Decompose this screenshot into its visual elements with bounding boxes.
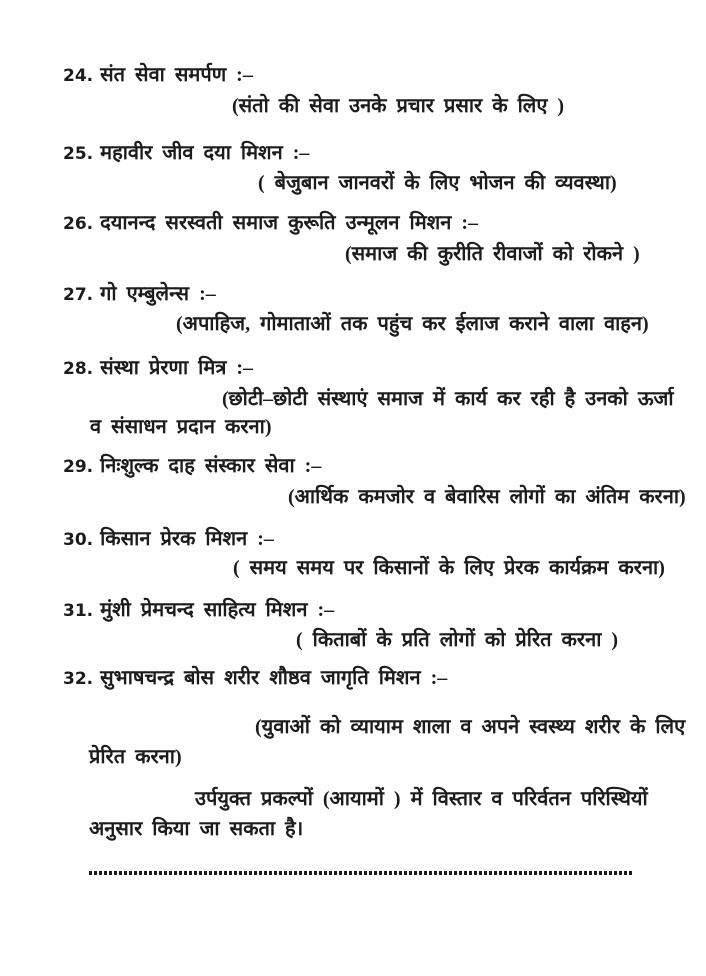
list-item-27-heading [63, 281, 216, 308]
item-29-number: 29. [63, 457, 94, 477]
closing-paragraph-line-2: अनुसार किया जा सकता है। [89, 818, 304, 840]
item-30-number: 30. [63, 530, 94, 550]
list-item-31-heading [63, 597, 334, 624]
item-27-number: 27. [63, 285, 94, 305]
item-24-description: (संतो की सेवा उनके प्रचार प्रसार के लिए ) [232, 95, 565, 117]
item-30-description: ( समय समय पर किसानों के लिए प्रेरक कार्यक्रम करना) [233, 557, 665, 579]
item-28-title: संस्था प्रेरणा मित्र :– [100, 357, 254, 379]
item-28-description-line-1: (छोटी–छोटी संस्थाएं समाज में कार्य कर रही है उनको ऊर्जा [222, 388, 674, 410]
item-25-description: ( बेजुबान जानवरों के लिए भोजन की व्यवस्था) [258, 172, 617, 194]
item-29-title: निःशुल्क दाह संस्कार सेवा :– [100, 455, 322, 477]
item-32-description-line-2: प्रेरित करना) [89, 746, 182, 768]
list-item-25-heading [63, 140, 309, 167]
list-item-29-heading [63, 453, 321, 480]
item-31-title: मुंशी प्रेमचन्द साहित्य मिशन :– [100, 599, 335, 621]
list-item-24-heading [63, 62, 253, 89]
dotted-divider [89, 871, 634, 875]
list-item-32-heading [63, 665, 447, 692]
item-27-title: गो एम्बुलेन्स :– [100, 283, 216, 305]
item-24-title: संत सेवा समर्पण :– [100, 64, 253, 86]
item-32-title: सुभाषचन्द्र बोस शरीर शौष्ठव जागृति मिशन :– [100, 667, 448, 689]
item-24-number: 24. [63, 66, 94, 86]
item-29-description: (आर्थिक कमजोर व बेवारिस लोगों का अंतिम करना) [288, 486, 686, 508]
item-26-number: 26. [63, 214, 94, 234]
item-32-number: 32. [63, 669, 94, 689]
item-30-title: किसान प्रेरक मिशन :– [100, 528, 274, 550]
item-26-description: (समाज की कुरीति रीवाजों को रोकने ) [345, 243, 640, 265]
item-25-number: 25. [63, 144, 94, 164]
item-28-description-line-2: व संसाधन प्रदान करना) [90, 416, 272, 438]
item-25-title: महावीर जीव दया मिशन :– [100, 142, 310, 164]
item-26-title: दयानन्द सरस्वती समाज कुरूति उन्मूलन मिशन :– [100, 212, 479, 234]
item-31-number: 31. [63, 601, 94, 621]
list-item-26-heading [63, 210, 478, 237]
item-27-description: (अपाहिज, गोमाताओं तक पहुंच कर ईलाज कराने वाला वाहन) [176, 313, 649, 335]
closing-paragraph-line-1: उर्पयुक्त प्रकल्पों (आयामों ) में विस्तार व परिर्वतन परिस्थियों [195, 788, 648, 810]
list-item-30-heading [63, 526, 274, 553]
item-28-number: 28. [63, 359, 94, 379]
item-31-description: ( किताबों के प्रति लोगों को प्रेरित करना ) [296, 629, 619, 651]
item-32-description-line-1: (युवाओं को व्यायाम शाला व अपने स्वस्थ्य शरीर के लिए [255, 716, 686, 738]
list-item-28-heading [63, 355, 253, 382]
